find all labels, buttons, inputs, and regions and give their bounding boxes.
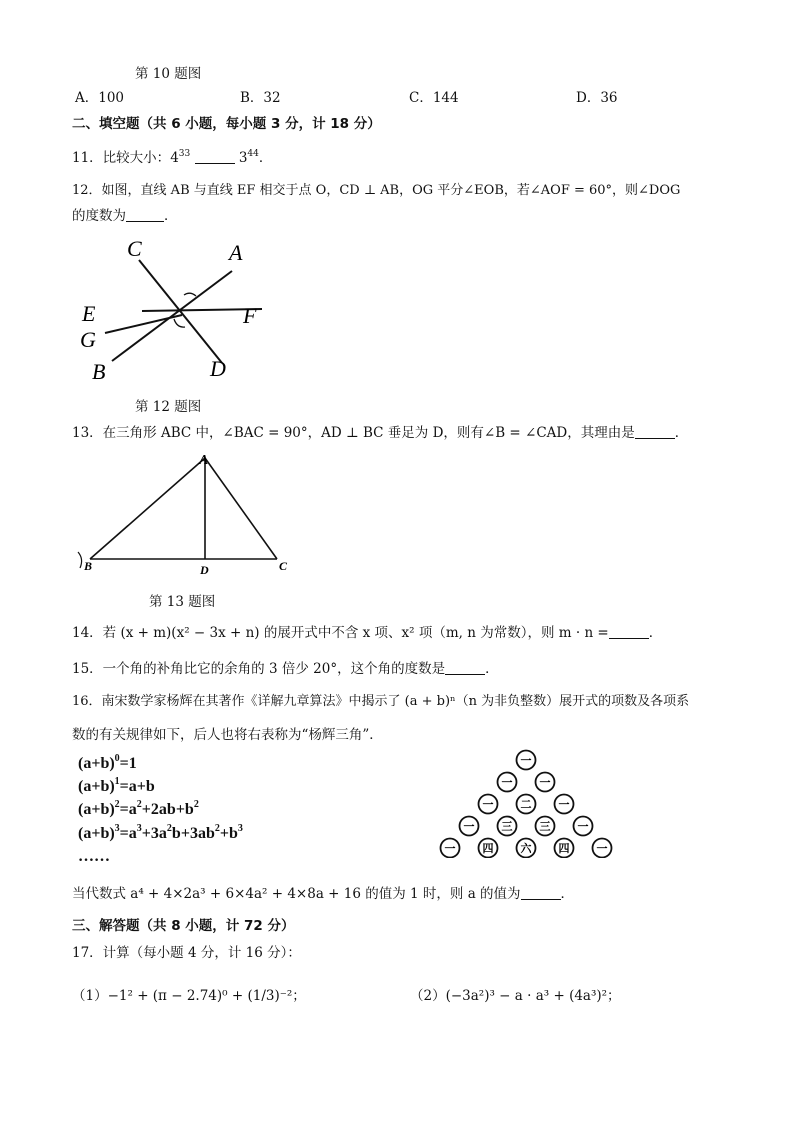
side-ac [205, 458, 277, 559]
expansion-1 [78, 775, 155, 799]
q16-blank[interactable] [521, 887, 561, 900]
q15-line [72, 661, 499, 677]
triangle-cell [498, 817, 517, 836]
e3-c-exp: 2 [214, 823, 220, 834]
e3-right: =a [119, 825, 137, 842]
e1-right: =a+b [119, 778, 155, 795]
q10-option-a: A．100 [75, 90, 125, 106]
label-e: E [82, 301, 96, 326]
q12-caption: 第 12 题图 [135, 399, 202, 415]
q15-blank[interactable] [445, 662, 485, 675]
label-b: B [84, 559, 93, 573]
triangle-number: 三 [539, 821, 551, 833]
triangle-cell [517, 839, 536, 858]
e2-a-exp: 2 [136, 799, 142, 810]
q10-option-c: C．144 [409, 90, 459, 106]
label-b: B [92, 359, 106, 384]
q11 [72, 150, 272, 166]
stray-mark [78, 552, 82, 568]
triangle-cell [479, 839, 498, 858]
q11-prefix: 11．比较大小： [72, 150, 171, 166]
expansion-dots: …… [78, 848, 110, 865]
q14-end: ． [648, 625, 663, 641]
q13-blank[interactable] [635, 426, 675, 439]
q12-line2 [72, 208, 178, 224]
q12-line2-text: 的度数为 [72, 208, 126, 224]
triangle-cell [460, 817, 479, 836]
triangle-cell [517, 795, 536, 814]
e2-b-exp: 2 [193, 799, 199, 810]
q16-last-line [72, 886, 574, 902]
angle-mark-bottom [174, 319, 185, 327]
e0-left: (a+b) [78, 755, 115, 772]
q14-line [72, 625, 662, 641]
q16-line2: 数的有关规律如下，后人也将右表称为“杨辉三角”． [72, 727, 383, 743]
triangle-cell [593, 839, 612, 858]
e3-m3: +b [219, 825, 238, 842]
triangle-number: 一 [577, 821, 589, 833]
section3-title: 三、解答题（共 8 小题，计 72 分） [72, 918, 295, 934]
expansion-3 [78, 822, 243, 846]
q11-base1: 4 [170, 150, 179, 166]
angle-mark-top [184, 293, 196, 296]
q12-figure [72, 233, 282, 388]
triangle-cell [479, 795, 498, 814]
q15-text: 15．一个角的补角比它的余角的 3 倍少 20°，这个角的度数是 [72, 661, 446, 677]
side-ab [90, 458, 205, 559]
triangle-cell [498, 773, 517, 792]
q12-blank[interactable] [126, 209, 164, 222]
label-c: C [127, 236, 142, 261]
e3-d-exp: 3 [237, 823, 243, 834]
label-f: F [243, 303, 257, 328]
label-d: D [200, 563, 209, 577]
q11-exp1: 33 [178, 149, 191, 159]
triangle-number: 四 [558, 843, 570, 855]
e2-left: (a+b) [78, 801, 115, 818]
triangle-cell [574, 817, 593, 836]
q16-end: ． [560, 886, 575, 902]
e0-right: =1 [119, 755, 137, 772]
q11-exp2: 44 [247, 149, 259, 159]
e3-left: (a+b) [78, 825, 115, 842]
triangle-number: 二 [520, 799, 532, 811]
triangle-cell [536, 817, 555, 836]
e3-exp: 3 [114, 823, 120, 834]
q16-last-text: 当代数式 a⁴ + 4×2a³ + 6×4a² + 4×8a + 16 的值为 1 时，则 a 的值为 [72, 886, 521, 902]
q14-text: 14．若 (x + m)(x² − 3x + n) 的展开式中不含 x 项、x² 项（m, n 为常数），则 m · n = [72, 625, 609, 641]
triangle-number: 三 [501, 821, 513, 833]
q15-end: ． [485, 661, 499, 677]
q17-part1: （1）−1² + (π − 2.74)⁰ + (1/3)⁻²； [72, 988, 306, 1004]
e1-left: (a+b) [78, 778, 115, 795]
line-og [105, 315, 182, 333]
line-ab [112, 271, 232, 361]
e2-right: =a [119, 801, 137, 818]
q13-line [72, 425, 688, 441]
e3-b-exp: 2 [166, 823, 172, 834]
q10-caption: 第 10 题图 [135, 66, 202, 82]
triangle-number: 一 [539, 777, 551, 789]
label-a: A [229, 240, 243, 265]
label-g: G [80, 327, 96, 352]
e1-exp: 1 [114, 776, 120, 787]
e0-exp: 0 [114, 753, 120, 764]
q17-part2: （2）(−3a²)³ − a · a³ + (4a³)²； [410, 988, 621, 1004]
triangle-cell [536, 773, 555, 792]
triangle-number: 四 [482, 843, 494, 855]
q16-line1: 16．南宋数学家杨辉在其著作《详解九章算法》中揭示了 (a + b)ⁿ（n 为非负整数）展开式的项数及各项系 [72, 694, 690, 709]
triangle-number: 一 [558, 799, 570, 811]
triangle-number: 一 [444, 843, 456, 855]
q17-intro: 17．计算（每小题 4 分，计 16 分）： [72, 945, 301, 961]
triangle-cell [555, 795, 574, 814]
e2-mid: +2ab+b [141, 801, 194, 818]
q13-text: 13．在三角形 ABC 中，∠BAC = 90°，AD ⊥ BC 垂足为 D，则有∠B = ∠CAD，其理由是 [72, 425, 635, 441]
e3-m1: +3a [141, 825, 167, 842]
triangle-number: 六 [520, 843, 532, 855]
q13-caption: 第 13 题图 [149, 594, 216, 610]
triangle-number: 一 [501, 777, 513, 789]
triangle-cell [517, 751, 536, 770]
label-a: A [199, 453, 209, 468]
q12-line1: 12．如图，直线 AB 与直线 EF 相交于点 O，CD ⊥ AB，OG 平分∠EOB，若∠AOF = 60°，则∠DOG [72, 183, 681, 198]
label-d: D [210, 356, 226, 381]
q13-end: ． [674, 425, 689, 441]
e2-exp: 2 [114, 799, 120, 810]
q11-blank[interactable] [195, 151, 235, 164]
expansion-0 [78, 752, 137, 776]
q11-end: ． [258, 150, 273, 166]
triangle-number: 一 [596, 843, 608, 855]
triangle-cell [555, 839, 574, 858]
q10-option-d: D．36 [576, 90, 618, 106]
triangle-cell [441, 839, 460, 858]
e3-a-exp: 3 [136, 823, 142, 834]
triangle-number: 一 [482, 799, 494, 811]
e3-m2: b+3ab [171, 825, 215, 842]
triangle-number: 一 [520, 755, 532, 767]
triangle-number: 一 [463, 821, 475, 833]
q13-figure [72, 448, 297, 580]
q11-base2: 3 [238, 150, 248, 166]
q14-blank[interactable] [609, 626, 649, 639]
section2-title: 二、填空题（共 6 小题，每小题 3 分，计 18 分） [72, 116, 381, 132]
expansion-2 [78, 798, 199, 822]
label-c: C [279, 559, 288, 573]
q12-end: ． [164, 208, 178, 224]
yang-hui-triangle [437, 748, 615, 858]
q10-option-b: B．32 [240, 90, 281, 106]
